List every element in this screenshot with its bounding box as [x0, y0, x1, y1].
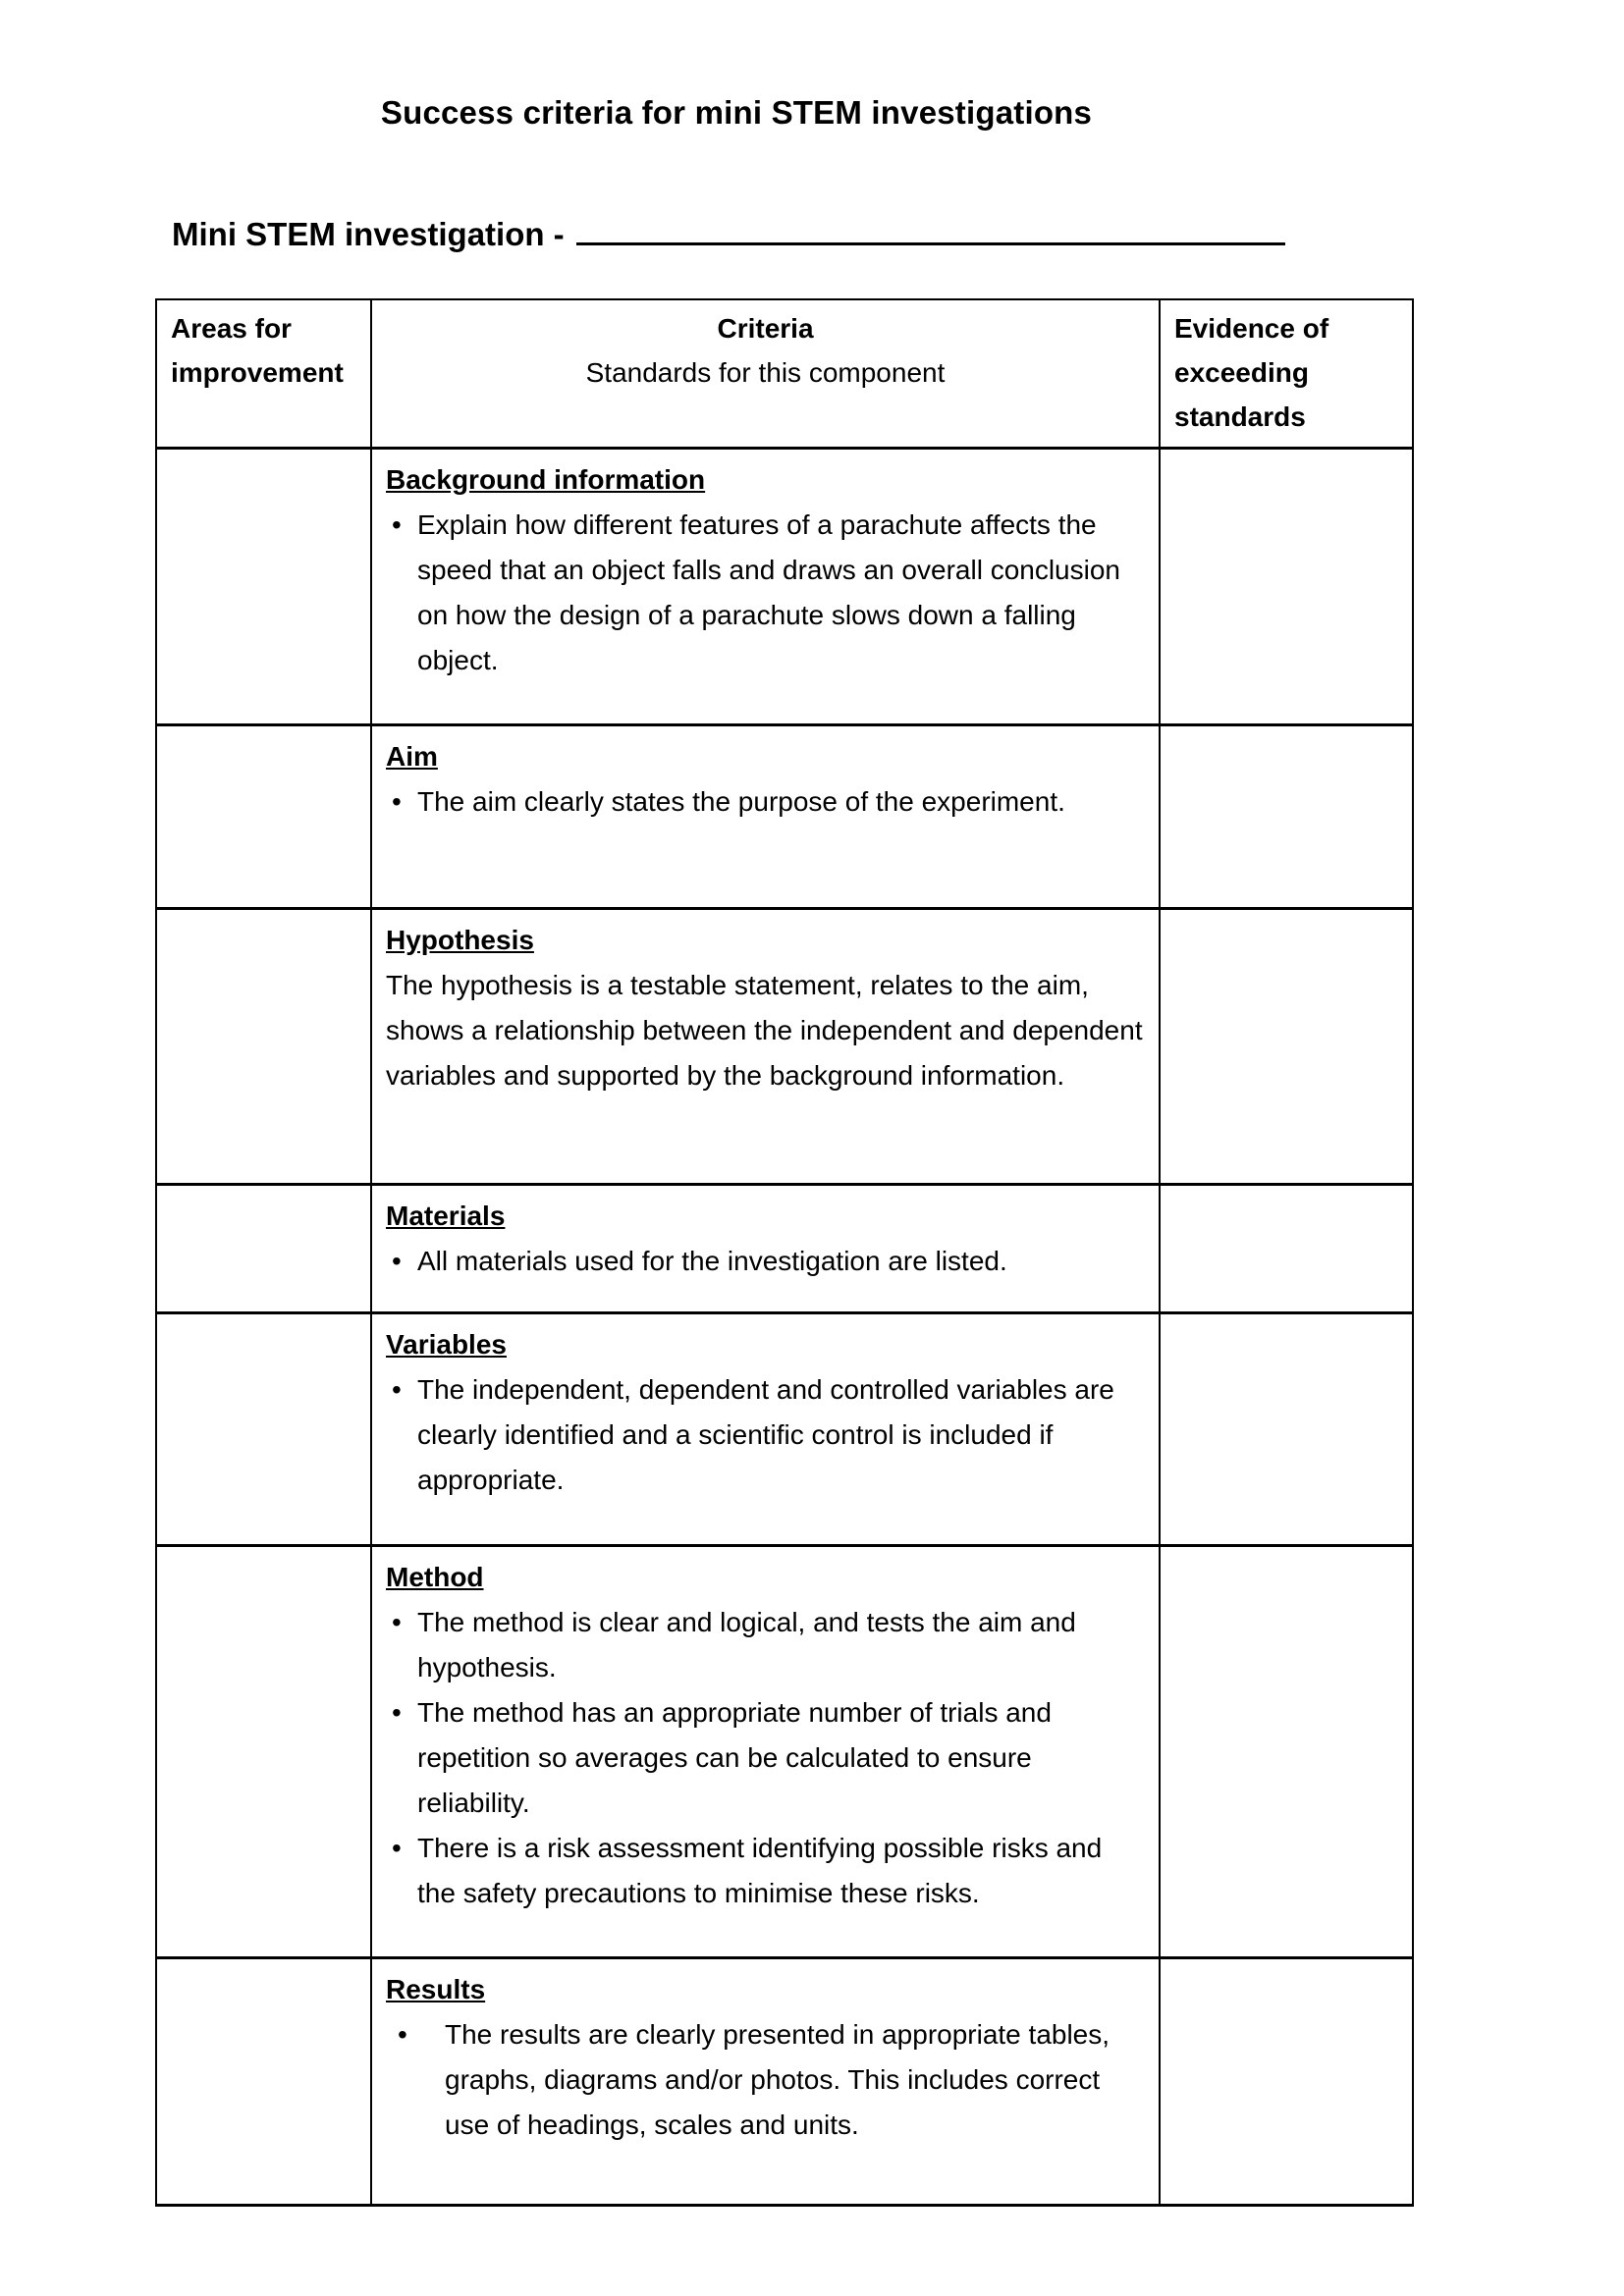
criterion-bullet: • All materials used for the investigation are listed.: [386, 1239, 1145, 1284]
evidence-cell: [1160, 449, 1413, 725]
investigation-name-blank-line: [576, 208, 1285, 245]
table-row-aim: [156, 725, 1413, 909]
criterion-heading: Aim: [386, 741, 438, 772]
areas-cell: [156, 1958, 371, 2206]
table-row-hypothesis: [156, 909, 1413, 1185]
header-areas-for-improvement: Areas for improvement: [156, 299, 371, 449]
evidence-cell: [1160, 1185, 1413, 1313]
criteria-cell: [371, 1185, 1160, 1313]
page-title: Success criteria for mini STEM investigations: [380, 94, 1093, 131]
areas-cell: [156, 1313, 371, 1546]
table-row-results: [156, 1958, 1413, 2206]
criteria-cell: [371, 1313, 1160, 1546]
criterion-heading: Variables: [386, 1329, 507, 1360]
criteria-cell: [371, 1546, 1160, 1958]
criterion-bullets: [386, 1367, 1145, 1503]
criterion-bullets: [386, 503, 1145, 683]
table-row-method: [156, 1546, 1413, 1958]
criteria-cell: [371, 1958, 1160, 2206]
criterion-bullet: • The method is clear and logical, and tests the aim and hypothesis.: [386, 1600, 1145, 1690]
areas-cell: [156, 909, 371, 1185]
header-criteria-subtitle: Standards for this component: [585, 357, 946, 388]
evidence-cell: [1160, 909, 1413, 1185]
table-header-row: [156, 299, 1413, 449]
evidence-cell: [1160, 1313, 1413, 1546]
criterion-paragraph: The hypothesis is a testable statement, relates to the aim, shows a relationship between the independent and dependent variables and supported by the background information.: [386, 970, 1143, 1091]
criterion-heading: Hypothesis: [386, 925, 534, 955]
criterion-bullet: • There is a risk assessment identifying possible risks and the safety precautions to minimise these risks.: [386, 1826, 1145, 1916]
criterion-bullets: [386, 779, 1145, 825]
header-criteria-title: Criteria: [717, 313, 814, 344]
table-row-background-information: [156, 449, 1413, 725]
criterion-bullet: • The method has an appropriate number of trials and repetition so averages can be calculated to ensure reliability.: [386, 1690, 1145, 1826]
criteria-cell: [371, 725, 1160, 909]
areas-cell: [156, 1185, 371, 1313]
criterion-bullet: • The results are clearly presented in appropriate tables, graphs, diagrams and/or photos. This includes correct use of headings, scales and units.: [386, 2012, 1145, 2148]
criteria-cell: [371, 449, 1160, 725]
criterion-bullets: [386, 1239, 1145, 1284]
criterion-heading: Results: [386, 1974, 486, 2004]
criterion-bullet: • The aim clearly states the purpose of the experiment.: [386, 779, 1145, 825]
table-row-materials: [156, 1185, 1413, 1313]
criterion-bullet: • Explain how different features of a parachute affects the speed that an object falls and draws an overall conclusion on how the design of a parachute slows down a falling object.: [386, 503, 1145, 683]
criterion-bullet: • The independent, dependent and controlled variables are clearly identified and a scientific control is included if appropriate.: [386, 1367, 1145, 1503]
evidence-cell: [1160, 1546, 1413, 1958]
criterion-bullets: [386, 1600, 1145, 1916]
criterion-heading: Method: [386, 1562, 484, 1592]
success-criteria-table: [155, 298, 1414, 2207]
criterion-heading: Background information: [386, 464, 706, 495]
investigation-name-row: [172, 208, 1285, 253]
criterion-heading: Materials: [386, 1201, 506, 1231]
evidence-cell: [1160, 1958, 1413, 2206]
criteria-cell: [371, 909, 1160, 1185]
criterion-bullets: [386, 2012, 1145, 2148]
areas-cell: [156, 725, 371, 909]
table-row-variables: [156, 1313, 1413, 1546]
evidence-cell: [1160, 725, 1413, 909]
areas-cell: [156, 1546, 371, 1958]
header-evidence: Evidence of exceeding standards: [1160, 299, 1413, 449]
areas-cell: [156, 449, 371, 725]
investigation-label: Mini STEM investigation -: [172, 216, 565, 252]
header-criteria: [371, 299, 1160, 449]
